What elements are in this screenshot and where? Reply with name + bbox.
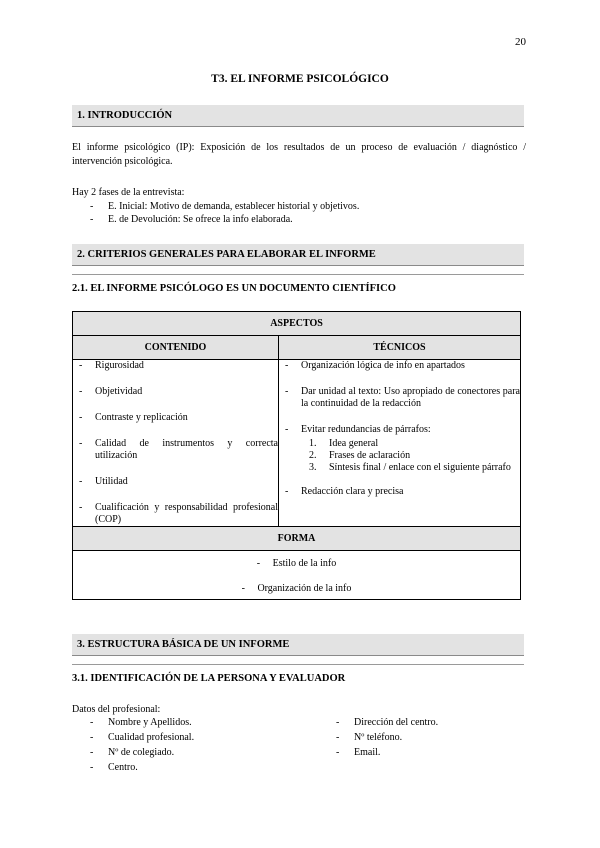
list-item: - Utilidad xyxy=(73,476,278,488)
section-heading-estructura: 3. ESTRUCTURA BÁSICA DE UN INFORME xyxy=(72,634,524,656)
list-item: - Contraste y replicación xyxy=(73,412,278,424)
list-item: - Organización lógica de info en apartados xyxy=(279,360,520,372)
divider xyxy=(72,274,524,275)
forma-item: - Estilo de la info xyxy=(256,558,337,569)
subsection-heading-identificacion: 3.1. IDENTIFICACIÓN DE LA PERSONA Y EVALUADOR xyxy=(72,673,346,684)
list-item: - Cualificación y responsabilidad profesional (COP) xyxy=(73,502,278,526)
list-item: - Cualidad profesional. xyxy=(72,730,194,745)
list-item: - Nº teléfono. xyxy=(318,730,438,745)
intro-paragraph: El informe psicológico (IP): Exposición de los resultados de un proceso de evaluación / diagnóstico / intervención psicológica. xyxy=(72,142,526,167)
subsection-heading-documento-cientifico: 2.1. EL INFORME PSICÓLOGO ES UN DOCUMENTO CIENTÍFICO xyxy=(72,283,396,294)
sub-list-item: 2. Frases de aclaración xyxy=(309,450,411,461)
page-title: T3. EL INFORME PSICOLÓGICO xyxy=(211,73,389,85)
forma-item: - Organización de la info xyxy=(241,583,352,594)
list-item: - Nº de colegiado. xyxy=(72,745,194,760)
page-number: 20 xyxy=(515,36,526,48)
contenido-cell xyxy=(73,360,279,527)
phases-intro: Hay 2 fases de la entrevista: xyxy=(72,187,185,198)
section-heading-criterios: 2. CRITERIOS GENERALES PARA ELABORAR EL INFORME xyxy=(72,244,524,266)
list-item: - Rigurosidad xyxy=(73,360,278,372)
list-item: - E. de Devolución: Se ofrece la info elaborada. xyxy=(72,213,526,227)
list-item: - Calidad de instrumentos y correcta utilización xyxy=(73,438,278,462)
table-header-aspectos: ASPECTOS xyxy=(73,312,521,336)
table-header-contenido: CONTENIDO xyxy=(73,336,279,360)
profesional-columns xyxy=(72,715,526,775)
list-item: - Objetividad xyxy=(73,386,278,398)
forma-cell xyxy=(73,551,521,600)
sub-list xyxy=(279,438,520,474)
profesional-right-list xyxy=(318,715,438,760)
phases-list xyxy=(72,200,526,227)
tecnicos-cell xyxy=(279,360,521,527)
sub-list-item: 3. Síntesis final / enlace con el siguiente párrafo xyxy=(309,462,511,473)
list-item: - Dirección del centro. xyxy=(318,715,438,730)
list-item: - E. Inicial: Motivo de demanda, establecer historial y objetivos. xyxy=(72,200,526,214)
list-item: - Centro. xyxy=(72,760,194,775)
phases-block xyxy=(72,186,526,227)
divider xyxy=(72,664,524,665)
list-item: - Redacción clara y precisa xyxy=(279,486,520,498)
sub-list-item: 1. Idea general xyxy=(309,438,379,449)
table-header-forma: FORMA xyxy=(73,527,521,551)
profesional-intro: Datos del profesional: xyxy=(72,704,161,715)
section-heading-introduccion: 1. INTRODUCCIÓN xyxy=(72,105,524,127)
aspectos-table xyxy=(72,311,521,600)
list-item: - Evitar redundancias de párrafos: xyxy=(279,424,520,436)
profesional-left-list xyxy=(72,715,194,775)
list-item: - Dar unidad al texto: Uso apropiado de conectores para la continuidad de la redacción xyxy=(279,386,520,410)
list-item: - Email. xyxy=(318,745,438,760)
list-item: - Nombre y Apellidos. xyxy=(72,715,194,730)
table-header-tecnicos: TÉCNICOS xyxy=(279,336,521,360)
